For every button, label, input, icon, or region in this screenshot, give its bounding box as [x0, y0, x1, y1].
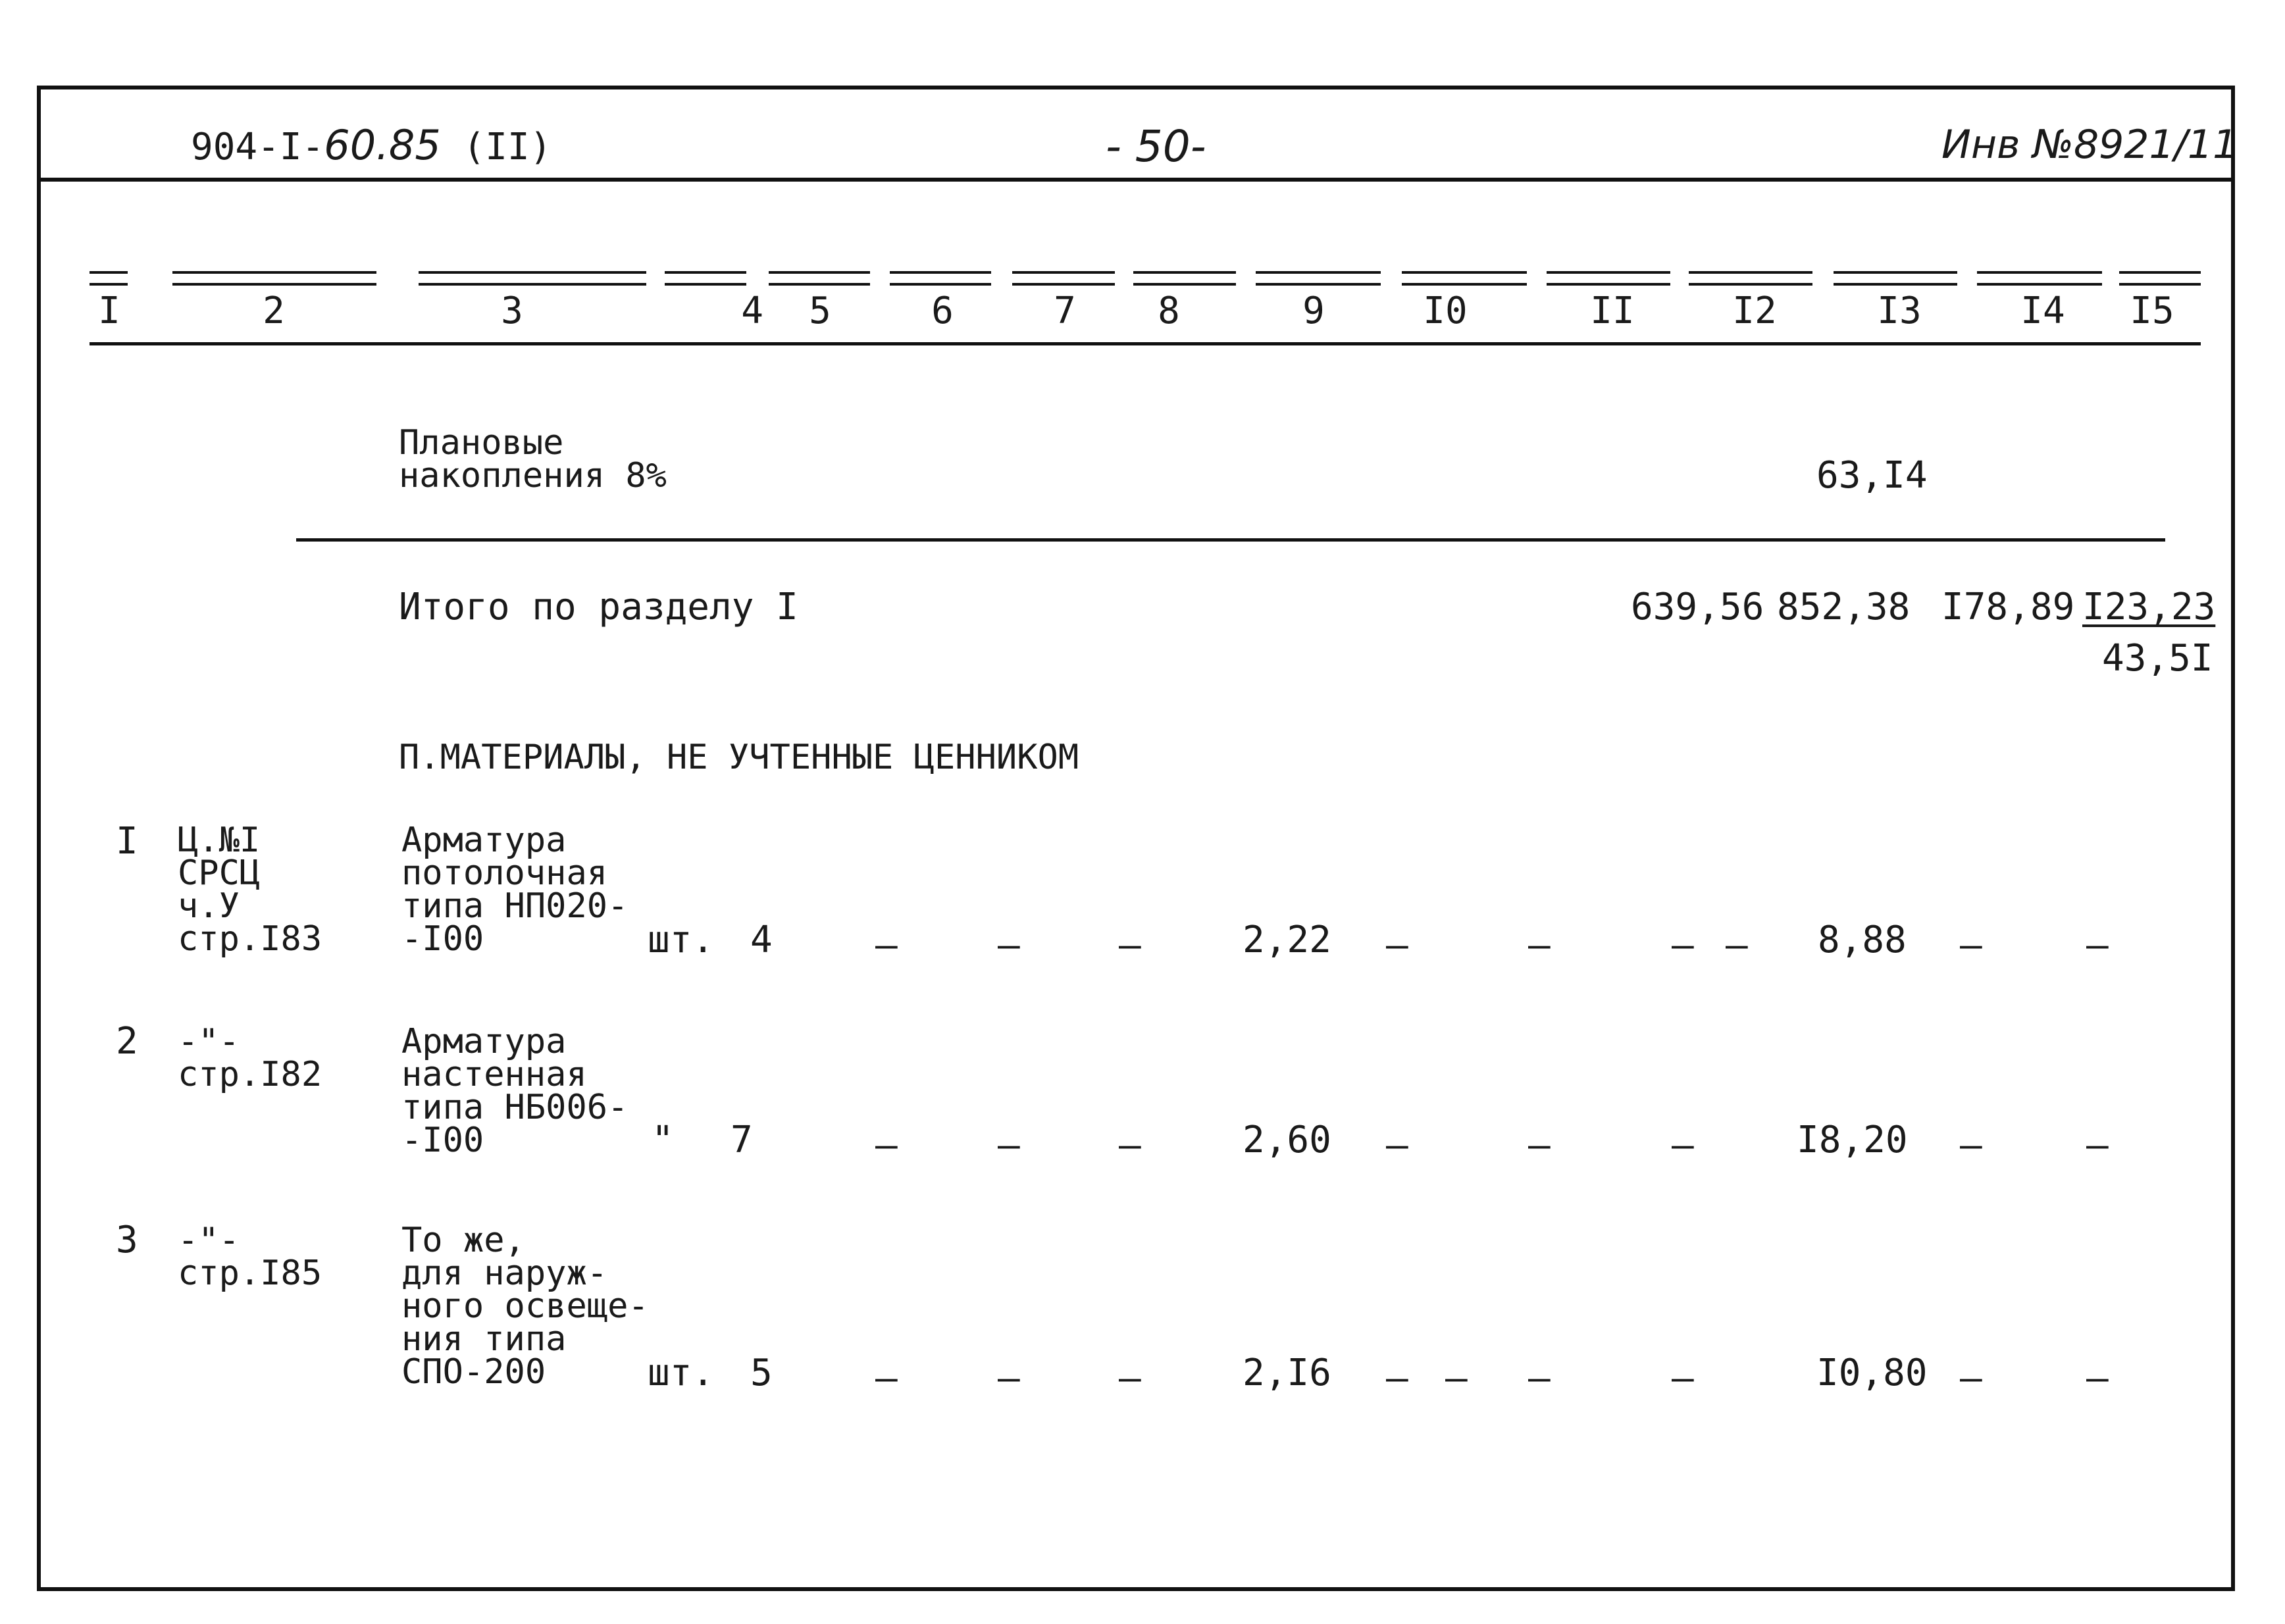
- dash: –: [1386, 1124, 1408, 1167]
- row-unit: шт.: [648, 1352, 715, 1394]
- col-rule: [1977, 271, 2102, 286]
- col-rule: [665, 271, 746, 286]
- dash: –: [998, 924, 1020, 967]
- column-header: I: [98, 290, 120, 332]
- row-number: I: [116, 820, 138, 863]
- dash: –: [998, 1357, 1020, 1400]
- dash: –: [1960, 1357, 1982, 1400]
- dash: –: [1386, 1357, 1408, 1400]
- row-source: Ц.№I: [178, 821, 261, 860]
- total-col15-bottom: 43,5I: [2102, 637, 2213, 680]
- row-source: стр.I82: [178, 1055, 322, 1094]
- column-header: 2: [263, 290, 285, 332]
- total-col12: 852,38: [1777, 586, 1911, 628]
- row-name: типа НП020-: [401, 886, 629, 926]
- row-total: 8,88: [1818, 919, 1907, 961]
- dash: –: [1672, 924, 1694, 967]
- dash: –: [1119, 1357, 1141, 1400]
- doc-code-handwritten: 60.85: [324, 121, 441, 169]
- column-header: II: [1590, 290, 1635, 332]
- planned-label-line1: Плановые: [399, 423, 564, 463]
- col-rule: [1012, 271, 1115, 286]
- column-header: 5: [809, 290, 831, 332]
- column-header: 6: [931, 290, 954, 332]
- total-col14: I78,89: [1941, 586, 2075, 628]
- row-name: -I00: [401, 1121, 484, 1160]
- dash: –: [1119, 924, 1141, 967]
- inventory-number: Инв №8921/11: [1941, 122, 2238, 168]
- total-col15-top: I23,23: [2082, 586, 2216, 628]
- col-rule: [1402, 271, 1527, 286]
- doc-code: [191, 121, 552, 169]
- row-name: Арматура: [401, 1022, 567, 1061]
- row-price: 2,60: [1243, 1119, 1331, 1161]
- col-rule: [769, 271, 870, 286]
- col-rule: [1133, 271, 1236, 286]
- total-label: Итого по разделу I: [399, 586, 798, 628]
- row-name: -I00: [401, 919, 484, 959]
- dash: –: [1672, 1357, 1694, 1400]
- header-divider: [41, 178, 2235, 182]
- row-total: I8,20: [1797, 1119, 1908, 1161]
- column-header: 7: [1054, 290, 1076, 332]
- col-rule: [419, 271, 646, 286]
- col-rule: [1689, 271, 1812, 286]
- dash: –: [2086, 1124, 2109, 1167]
- col-rule: [890, 271, 991, 286]
- dash: –: [1726, 924, 1748, 967]
- dash: –: [1528, 1357, 1551, 1400]
- row-name: ного освеще-: [401, 1286, 649, 1326]
- row-price: 2,22: [1243, 919, 1331, 961]
- row-number: 2: [116, 1020, 138, 1063]
- page-number: - 50-: [1106, 121, 1206, 172]
- column-header-underline: [90, 342, 2201, 345]
- planned-value: 63,I4: [1816, 454, 1928, 497]
- row-unit: шт.: [648, 919, 715, 961]
- row-unit: ": [652, 1119, 674, 1161]
- total-col11: 639,56: [1631, 586, 1764, 628]
- dash: –: [1528, 924, 1551, 967]
- row-number: 3: [116, 1219, 138, 1261]
- row-qty: 4: [750, 919, 773, 961]
- dash: –: [1960, 924, 1982, 967]
- planned-label-line2: накопления 8%: [399, 456, 667, 495]
- dash: –: [875, 1357, 898, 1400]
- column-header: 8: [1158, 290, 1180, 332]
- row-qty: 5: [750, 1352, 773, 1394]
- col-rule: [90, 271, 128, 286]
- subtotal-divider: [296, 538, 2165, 542]
- row-source: ч.У: [178, 886, 240, 926]
- column-header: I0: [1423, 290, 1468, 332]
- dash: –: [2086, 924, 2109, 967]
- column-header: 9: [1302, 290, 1325, 332]
- dash: –: [1672, 1124, 1694, 1167]
- doc-code-suffix: (II): [463, 126, 552, 168]
- col-rule: [1834, 271, 1957, 286]
- row-name: потолочная: [401, 853, 608, 893]
- row-name: типа НБ006-: [401, 1088, 629, 1127]
- column-header: 3: [501, 290, 523, 332]
- row-qty: 7: [731, 1119, 753, 1161]
- row-source: стр.I83: [178, 919, 322, 959]
- col-rule: [1547, 271, 1670, 286]
- dash: –: [1528, 1124, 1551, 1167]
- column-header: I5: [2130, 290, 2174, 332]
- dash: –: [2086, 1357, 2109, 1400]
- col-rule: [1256, 271, 1381, 286]
- dash: –: [1119, 1124, 1141, 1167]
- dash: –: [875, 1124, 898, 1167]
- col-rule: [172, 271, 376, 286]
- row-source: стр.I85: [178, 1254, 322, 1293]
- row-name: для наруж-: [401, 1254, 608, 1293]
- row-source: СРСЦ: [178, 853, 261, 893]
- row-name: То же,: [401, 1221, 525, 1260]
- doc-code-printed: 904-I-: [191, 126, 324, 168]
- dash: –: [1386, 924, 1408, 967]
- column-header: I2: [1732, 290, 1777, 332]
- column-header: 4: [741, 290, 763, 332]
- row-name: Арматура: [401, 821, 567, 860]
- row-price: 2,I6: [1243, 1352, 1331, 1394]
- dash: –: [1445, 1357, 1468, 1400]
- row-name: СПО-200: [401, 1352, 546, 1392]
- section-title: П.МАТЕРИАЛЫ, НЕ УЧТЕННЫЕ ЦЕННИКОМ: [399, 738, 1079, 777]
- column-header: I3: [1877, 290, 1922, 332]
- dash: –: [998, 1124, 1020, 1167]
- row-name: настенная: [401, 1055, 587, 1094]
- row-name: ния типа: [401, 1319, 567, 1359]
- dash: –: [1960, 1124, 1982, 1167]
- dash: –: [875, 924, 898, 967]
- col-rule: [2119, 271, 2201, 286]
- row-total: I0,80: [1816, 1352, 1928, 1394]
- row-source: -"-: [178, 1221, 240, 1260]
- row-source: -"-: [178, 1022, 240, 1061]
- column-header: I4: [2020, 290, 2065, 332]
